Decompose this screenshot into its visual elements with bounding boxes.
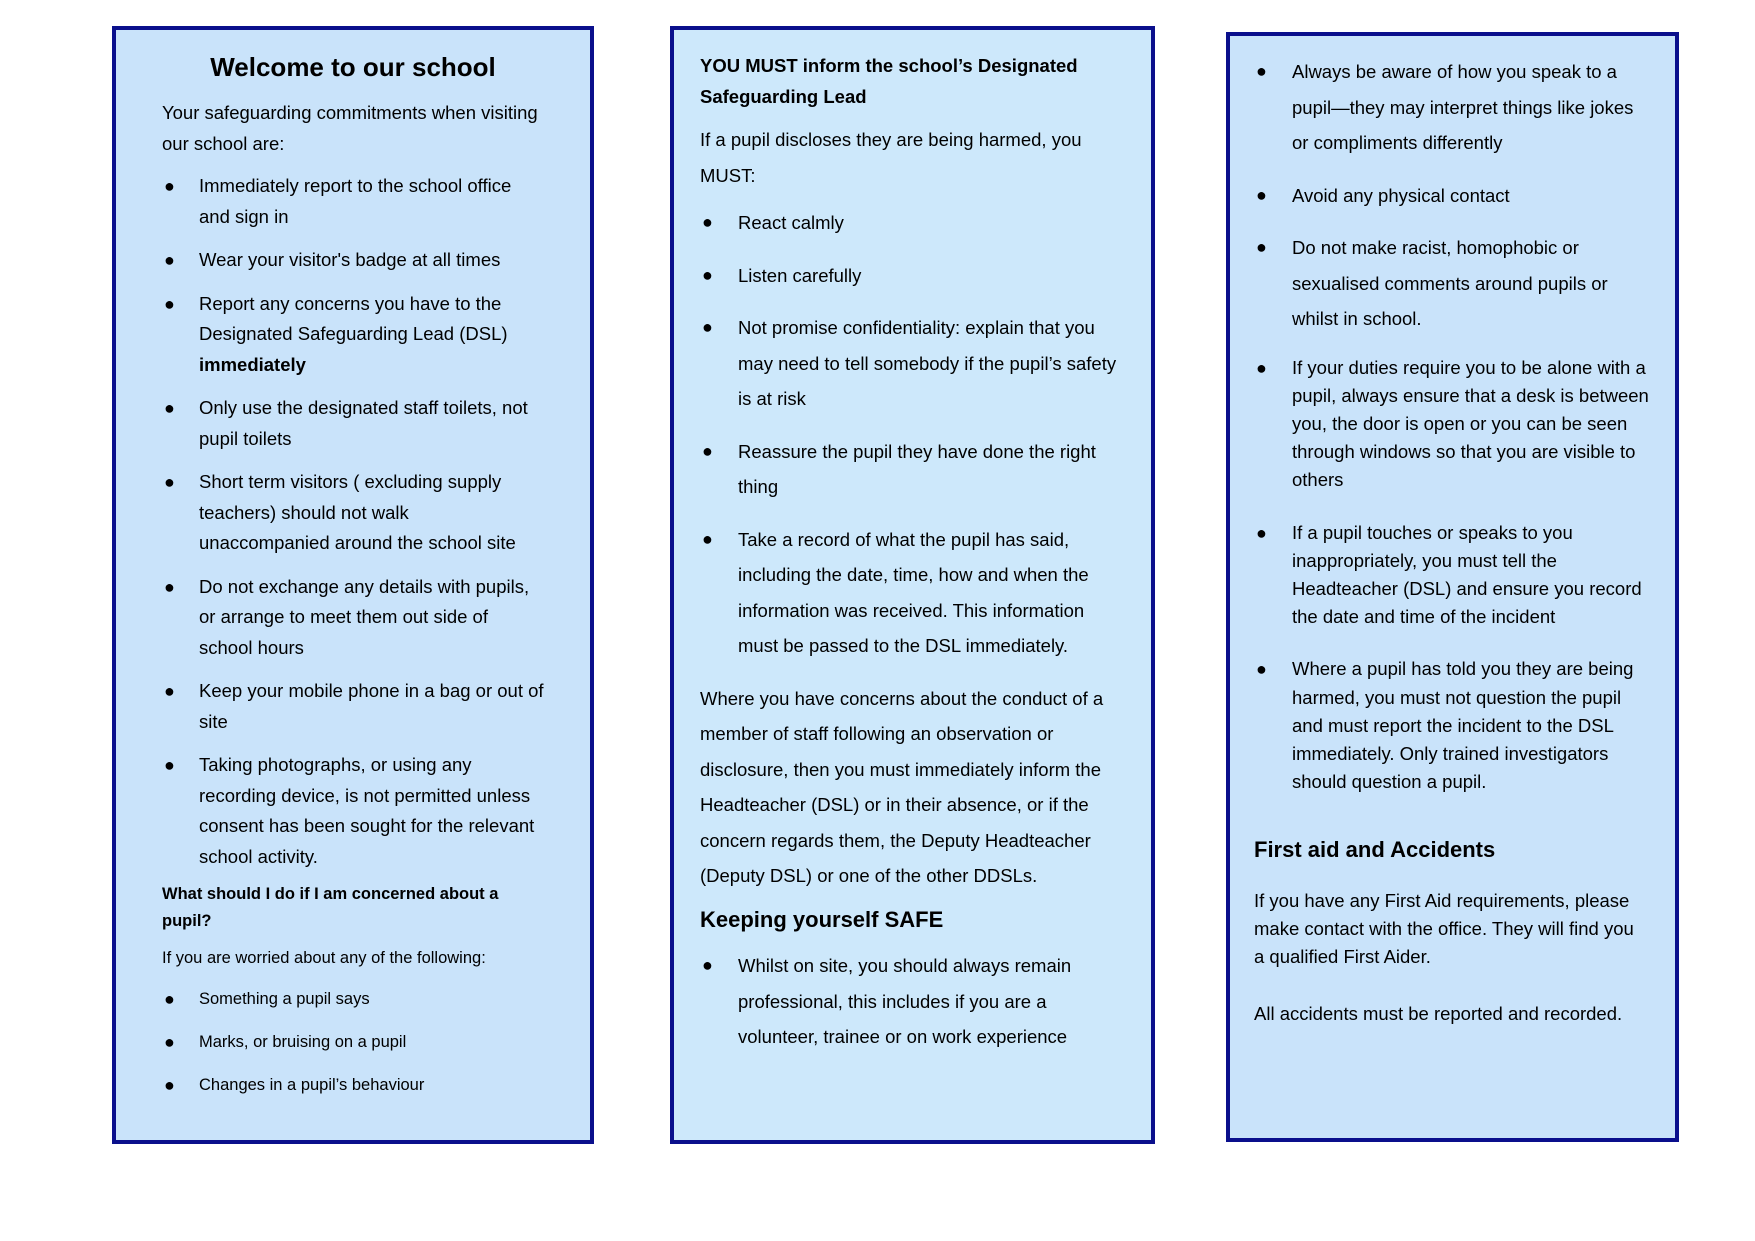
list-item: ● If your duties require you to be alone with a pupil, always ensure that a desk is between you, the door is open or you can be seen through windows so that you are visible to others (1254, 354, 1649, 495)
list-item: ● Where a pupil has told you they are being harmed, you must not question the pupil and must report the incident to the DSL immediately. Only trained investigators should question a pupil. (1254, 655, 1649, 796)
must-list (700, 205, 1121, 664)
list-item: ● If a pupil touches or speaks to you inappropriately, you must tell the Headteacher (DSL) and ensure you record the date and time of the incident (1254, 519, 1649, 632)
safe-continued-panel (1226, 32, 1679, 1142)
commitments-list (162, 171, 544, 872)
bullet-icon: ● (164, 755, 175, 776)
list-item: ● Avoid any physical contact (1254, 178, 1649, 214)
list-item: ● Changes in a pupil’s behaviour (162, 1072, 544, 1099)
list-item: ● Not promise confidentiality: explain that you may need to tell somebody if the pupil’s safety is at risk (700, 310, 1121, 417)
list-item: ● Something a pupil says (162, 986, 544, 1013)
list-item: ● Report any concerns you have to the Designated Safeguarding Lead (DSL) immediately (162, 289, 544, 381)
bullet-icon: ● (164, 176, 175, 197)
list-item: ● Do not make racist, homophobic or sexualised comments around pupils or whilst in school. (1254, 230, 1649, 337)
bullet-icon: ● (1256, 61, 1267, 81)
list-item: ● Always be aware of how you speak to a pupil—they may interpret things like jokes or compliments differently (1254, 54, 1649, 161)
worried-intro: If you are worried about any of the following: (162, 949, 486, 968)
panel-title: Welcome to our school (210, 52, 496, 82)
list-item: ● Short term visitors ( excluding supply teachers) should not walk unaccompanied around the school site (162, 467, 544, 559)
list-item: ● Only use the designated staff toilets, not pupil toilets (162, 393, 544, 454)
staff-concerns-text: Where you have concerns about the conduct of a member of staff following an observation or disclosure, then you must immediately inform the Headteacher (DSL) or in their absence, or if the concern regards them, the Deputy Headteacher (Deputy DSL) or one of the other DDSLs. (700, 687, 1104, 886)
list-item: ● Whilst on site, you should always remain professional, this includes if you are a volunteer, trainee or on work experience (700, 948, 1121, 1055)
accidents-text: All accidents must be reported and recorded. (1254, 1002, 1623, 1024)
bullet-icon: ● (702, 440, 713, 461)
disclosure-intro: If a pupil discloses they are being harmed, you MUST: (700, 129, 1082, 186)
bullet-icon: ● (702, 317, 713, 337)
bullet-icon: ● (164, 576, 175, 597)
list-item: ● Take a record of what the pupil has said, including the date, time, how and when the information was received. This information must be passed to the DSL immediately. (700, 522, 1121, 664)
emphasis-text: immediately (199, 353, 306, 375)
must-inform-heading: YOU MUST inform the school’s Designated Safeguarding Lead (700, 55, 1078, 107)
concern-heading: What should I do if I am concerned about a pupil? (162, 885, 499, 931)
list-item: ● Immediately report to the school office and sign in (162, 171, 544, 232)
bullet-icon: ● (164, 989, 175, 1010)
bullet-icon: ● (702, 955, 713, 976)
bullet-icon: ● (164, 398, 175, 419)
list-item: ● Do not exchange any details with pupils, or arrange to meet them out side of school hours (162, 572, 544, 664)
intro-text: Your safeguarding commitments when visiting our school are: (162, 102, 538, 155)
bullet-icon: ● (702, 528, 713, 549)
list-item: ● Marks, or bruising on a pupil (162, 1029, 544, 1056)
bullet-icon: ● (1256, 237, 1267, 257)
welcome-panel (112, 26, 594, 1144)
bullet-icon: ● (164, 681, 175, 702)
bullet-icon: ● (702, 264, 713, 285)
list-item: ● Wear your visitor's badge at all times (162, 245, 544, 276)
first-aid-text: If you have any First Aid requirements, please make contact with the office. They will find you a qualified First Aider. (1254, 889, 1634, 968)
bullet-icon: ● (164, 1032, 175, 1053)
bullet-icon: ● (1256, 522, 1267, 543)
bullet-icon: ● (164, 293, 175, 314)
worries-list (162, 986, 544, 1099)
list-item: ● React calmly (700, 205, 1121, 241)
list-item: ● Listen carefully (700, 258, 1121, 294)
first-aid-heading: First aid and Accidents (1254, 837, 1496, 863)
bullet-icon: ● (1256, 184, 1267, 205)
bullet-icon: ● (702, 212, 713, 232)
bullet-icon: ● (164, 472, 175, 493)
bullet-icon: ● (164, 1075, 175, 1096)
bullet-icon: ● (164, 250, 175, 271)
safe-list-continued (1254, 54, 1649, 796)
safe-heading: Keeping yourself SAFE (700, 906, 944, 932)
safe-list (700, 948, 1121, 1055)
list-item: ● Reassure the pupil they have done the right thing (700, 434, 1121, 505)
list-item: ● Keep your mobile phone in a bag or out of site (162, 676, 544, 737)
bullet-icon: ● (1256, 357, 1267, 378)
list-item: ● Taking photographs, or using any recording device, is not permitted unless consent has been sought for the relevant school activity. (162, 750, 544, 872)
bullet-icon: ● (1256, 659, 1267, 680)
must-inform-panel (670, 26, 1155, 1144)
